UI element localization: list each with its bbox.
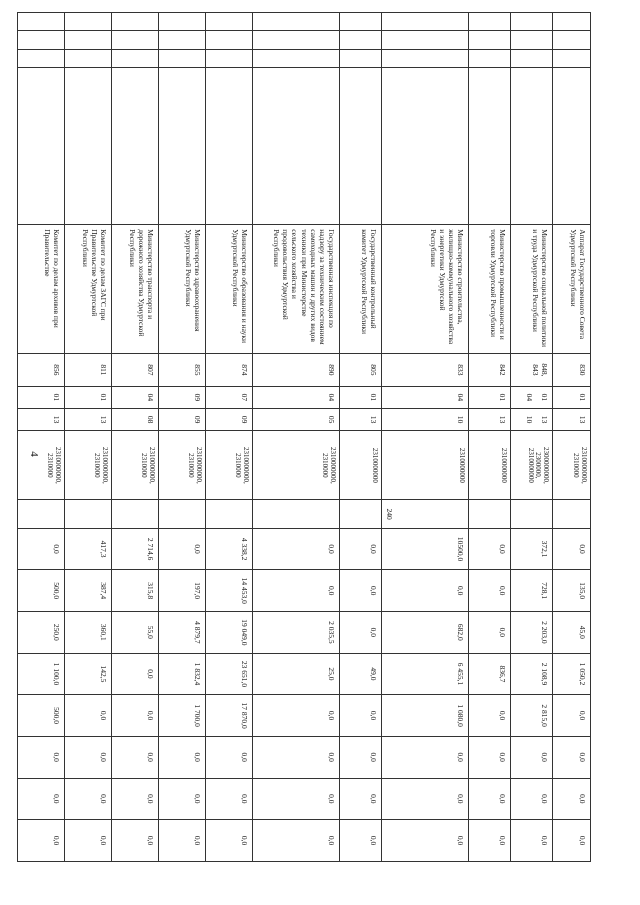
- value-cell: 0,0: [469, 570, 511, 612]
- org-name: Аппарат Государственного Совета Удмуртской Республики: [553, 225, 591, 354]
- value-cell: 250,0: [18, 612, 65, 654]
- section-code: 01: [65, 386, 112, 408]
- value-cell: 4 879,7: [159, 612, 206, 654]
- value-cell: 0,0: [65, 820, 112, 862]
- value-cell: 0,0: [253, 528, 340, 570]
- value-cell: 0,0: [65, 778, 112, 820]
- org-code: 855: [159, 354, 206, 386]
- value-cell: 0,0: [206, 820, 253, 862]
- value-cell: 55,0: [112, 612, 159, 654]
- blank-cell: [340, 31, 382, 49]
- target-code: 2310000000: [340, 431, 382, 500]
- value-cell: 0,0: [382, 820, 469, 862]
- value-cell: 0,0: [253, 570, 340, 612]
- org-code: 807: [112, 354, 159, 386]
- subsection-code-2: 10: [524, 415, 534, 424]
- value-cell: 0,0: [340, 736, 382, 778]
- value-cell: 23 651,0: [206, 653, 253, 695]
- org-name: Министерство социальной политики и труда Удмуртской Республики: [511, 225, 553, 354]
- value-cell: 315,8: [112, 570, 159, 612]
- org-name: Министерство здравоохранения Удмуртской Республики: [159, 225, 206, 354]
- value-cell: 1 832,4: [159, 653, 206, 695]
- section-code-1: 01: [540, 393, 549, 402]
- value-cell: 1 080,0: [382, 695, 469, 737]
- expense-type: [340, 500, 382, 528]
- value-cell: 4 338,2: [206, 528, 253, 570]
- value-cell: 14 453,0: [206, 570, 253, 612]
- value-cell: 1 050,2: [553, 653, 591, 695]
- value-cell: 0,0: [469, 820, 511, 862]
- value-cell: 0,0: [112, 653, 159, 695]
- blank-cell: [18, 67, 65, 224]
- target-code: 2310000000, 2310000: [112, 431, 159, 500]
- section-code: 04: [112, 386, 159, 408]
- blank-cell: [511, 31, 553, 49]
- subsection-code: 09: [159, 408, 206, 430]
- org-code: 874: [206, 354, 253, 386]
- value-cell: 417,3: [65, 528, 112, 570]
- value-cell: 0,0: [253, 778, 340, 820]
- value-cell: 135,0: [553, 570, 591, 612]
- value-cell: 0,0: [469, 778, 511, 820]
- blank-cell: [511, 49, 553, 67]
- blank-cell: [382, 67, 469, 224]
- target-code: 2310000000, 2310000: [159, 431, 206, 500]
- value-cell: 0,0: [469, 528, 511, 570]
- subsection-code: 05: [253, 408, 340, 430]
- section-code: 04: [382, 386, 469, 408]
- org-name: Министерство промышленности и торговли Удмуртской Республики: [469, 225, 511, 354]
- value-cell: 0,0: [206, 778, 253, 820]
- blank-cell: [469, 49, 511, 67]
- value-cell: 0,0: [511, 736, 553, 778]
- section-code: 04: [253, 386, 340, 408]
- expense-type: [159, 500, 206, 528]
- value-cell: 682,0: [382, 612, 469, 654]
- blank-cell: [112, 67, 159, 224]
- blank-cell: [206, 13, 253, 31]
- value-cell: 0,0: [553, 820, 591, 862]
- blank-cell: [159, 13, 206, 31]
- value-cell: 0,0: [112, 695, 159, 737]
- table-row: [511, 13, 553, 862]
- value-cell: 728,1: [511, 570, 553, 612]
- section-code: 01: [553, 386, 591, 408]
- expense-type: [206, 500, 253, 528]
- blank-cell: [253, 49, 340, 67]
- blank-cell: [340, 13, 382, 31]
- value-cell: 0,0: [553, 736, 591, 778]
- section-code: [511, 386, 553, 408]
- value-cell: 25,0: [253, 653, 340, 695]
- value-cell: 372,1: [511, 528, 553, 570]
- expense-type: [553, 500, 591, 528]
- blank-cell: [511, 67, 553, 224]
- blank-cell: [206, 31, 253, 49]
- blank-cell: [112, 49, 159, 67]
- org-code: 890: [253, 354, 340, 386]
- value-cell: 0,0: [253, 695, 340, 737]
- blank-cell: [18, 31, 65, 49]
- blank-cell: [469, 13, 511, 31]
- target-code: 2310000000: [382, 431, 469, 500]
- page-number: 4: [28, 451, 40, 457]
- subsection-code: 13: [18, 408, 65, 430]
- target-code: 2310000000, 2310000: [18, 431, 65, 500]
- value-cell: 0,0: [553, 695, 591, 737]
- blank-cell: [112, 31, 159, 49]
- blank-cell: [253, 67, 340, 224]
- org-code: 842: [469, 354, 511, 386]
- value-cell: 0,0: [18, 528, 65, 570]
- expense-type: [469, 500, 511, 528]
- value-cell: 17 870,0: [206, 695, 253, 737]
- org-name: Государственный контрольный комитет Удмуртской Республики: [340, 225, 382, 354]
- table-row: [159, 13, 206, 862]
- section-code: 01: [469, 386, 511, 408]
- table-row: [469, 13, 511, 862]
- blank-cell: [382, 49, 469, 67]
- org-name: Министерство образования и науки Удмуртской Республики: [206, 225, 253, 354]
- section-code-2: 04: [524, 393, 534, 402]
- target-code: 2300000000, 2300000, 2310000000: [511, 431, 553, 500]
- subsection-code: 13: [65, 408, 112, 430]
- blank-cell: [340, 67, 382, 224]
- table-row: [382, 13, 469, 862]
- subsection-code: [511, 408, 553, 430]
- blank-cell: [65, 67, 112, 224]
- org-code: 833: [382, 354, 469, 386]
- blank-cell: [159, 67, 206, 224]
- expense-type: [511, 500, 553, 528]
- value-cell: 0,0: [340, 528, 382, 570]
- org-name: Комитет по делам ЗАГС при Правительстве Удмуртской Республики: [65, 225, 112, 354]
- value-cell: 49,0: [340, 653, 382, 695]
- blank-cell: [112, 13, 159, 31]
- org-name: Министерство строительства, жилищно-коммунального хозяйства и энергетики Удмуртской Республики: [382, 225, 469, 354]
- value-cell: 0,0: [112, 736, 159, 778]
- blank-cell: [206, 67, 253, 224]
- value-cell: 0,0: [469, 736, 511, 778]
- org-code: 805: [340, 354, 382, 386]
- value-cell: 0,0: [382, 736, 469, 778]
- value-cell: 0,0: [340, 612, 382, 654]
- value-cell: 0,0: [65, 736, 112, 778]
- subsection-code: 08: [112, 408, 159, 430]
- blank-cell: [469, 67, 511, 224]
- value-cell: 2 815,0: [511, 695, 553, 737]
- value-cell: 2 203,0: [511, 612, 553, 654]
- target-code: 2310000000, 2310000: [253, 431, 340, 500]
- value-cell: 142,5: [65, 653, 112, 695]
- value-cell: 0,0: [382, 778, 469, 820]
- value-cell: 0,0: [340, 695, 382, 737]
- subsection-code: 13: [469, 408, 511, 430]
- value-cell: 0,0: [340, 820, 382, 862]
- value-cell: 0,0: [159, 778, 206, 820]
- target-code: 2310000000, 2310000: [206, 431, 253, 500]
- blank-cell: [553, 13, 591, 31]
- value-cell: 0,0: [469, 612, 511, 654]
- blank-cell: [253, 31, 340, 49]
- subsection-code: 13: [553, 408, 591, 430]
- value-cell: 0,0: [469, 695, 511, 737]
- value-cell: 0,0: [112, 778, 159, 820]
- value-cell: 0,0: [18, 736, 65, 778]
- table-row: [553, 13, 591, 862]
- value-cell: 0,0: [382, 570, 469, 612]
- subsection-code: 09: [206, 408, 253, 430]
- value-cell: 1 100,0: [18, 653, 65, 695]
- target-code: 2310000000, 2310000: [553, 431, 591, 500]
- section-code: 01: [18, 386, 65, 408]
- value-cell: 0,0: [340, 570, 382, 612]
- expense-type: [253, 500, 340, 528]
- subsection-code: 13: [340, 408, 382, 430]
- blank-cell: [159, 31, 206, 49]
- expense-type: [65, 500, 112, 528]
- rotated-page: [42, 12, 591, 862]
- table-row: [340, 13, 382, 862]
- value-cell: 1 700,0: [159, 695, 206, 737]
- blank-cell: [382, 31, 469, 49]
- subsection-code-1: 13: [540, 415, 549, 424]
- blank-cell: [511, 13, 553, 31]
- value-cell: 360,1: [65, 612, 112, 654]
- org-name: Государственная инспекция по надзору за техническим состоянием самоходных машин и других видов техники при Министерстве сельского хозяйства и продовольствия Удмуртской Республики: [253, 225, 340, 354]
- value-cell: 0,0: [511, 778, 553, 820]
- value-cell: 2 714,6: [112, 528, 159, 570]
- value-cell: 19 049,0: [206, 612, 253, 654]
- value-cell: 0,0: [253, 736, 340, 778]
- blank-cell: [553, 49, 591, 67]
- org-code: 811: [65, 354, 112, 386]
- target-code: 2310000000: [469, 431, 511, 500]
- subsection-code: 10: [382, 408, 469, 430]
- table-row: [206, 13, 253, 862]
- blank-cell: [340, 49, 382, 67]
- value-cell: 10500,0: [382, 528, 469, 570]
- org-code: 856: [18, 354, 65, 386]
- value-cell: 0,0: [206, 736, 253, 778]
- org-code: 848, 843: [511, 354, 553, 386]
- blank-cell: [253, 13, 340, 31]
- table-row: [253, 13, 340, 862]
- value-cell: 6 455,1: [382, 653, 469, 695]
- value-cell: 836,7: [469, 653, 511, 695]
- blank-cell: [65, 13, 112, 31]
- org-name: Министерство транспорта и дорожного хозяйства Удмуртской Республики: [112, 225, 159, 354]
- expense-type: [112, 500, 159, 528]
- value-cell: 2 108,9: [511, 653, 553, 695]
- table-row: [18, 13, 65, 862]
- target-code: 2310000000, 2310000: [65, 431, 112, 500]
- value-cell: 0,0: [159, 736, 206, 778]
- value-cell: 0,0: [511, 820, 553, 862]
- org-code: 830: [553, 354, 591, 386]
- value-cell: 387,4: [65, 570, 112, 612]
- org-name: Комитет по делам архивов при Правительстве: [18, 225, 65, 354]
- blank-cell: [469, 31, 511, 49]
- blank-cell: [18, 13, 65, 31]
- value-cell: 0,0: [340, 778, 382, 820]
- budget-table: [17, 12, 591, 862]
- table-row: [65, 13, 112, 862]
- blank-cell: [18, 49, 65, 67]
- value-cell: 0,0: [159, 528, 206, 570]
- blank-cell: [65, 49, 112, 67]
- value-cell: 500,0: [18, 570, 65, 612]
- expense-type: 240: [382, 500, 469, 528]
- blank-cell: [553, 31, 591, 49]
- value-cell: 197,0: [159, 570, 206, 612]
- value-cell: 45,0: [553, 612, 591, 654]
- blank-cell: [382, 13, 469, 31]
- value-cell: 0,0: [65, 695, 112, 737]
- blank-cell: [65, 31, 112, 49]
- section-code: 07: [206, 386, 253, 408]
- value-cell: 2 035,5: [253, 612, 340, 654]
- expense-type: [18, 500, 65, 528]
- blank-cell: [206, 49, 253, 67]
- value-cell: 500,0: [18, 695, 65, 737]
- value-cell: 0,0: [553, 528, 591, 570]
- table-row: [112, 13, 159, 862]
- section-code: 01: [340, 386, 382, 408]
- section-code: 09: [159, 386, 206, 408]
- value-cell: 0,0: [18, 778, 65, 820]
- value-cell: 0,0: [253, 820, 340, 862]
- value-cell: 0,0: [553, 778, 591, 820]
- blank-cell: [553, 67, 591, 224]
- value-cell: 0,0: [112, 820, 159, 862]
- blank-cell: [159, 49, 206, 67]
- value-cell: 0,0: [159, 820, 206, 862]
- value-cell: 0,0: [18, 820, 65, 862]
